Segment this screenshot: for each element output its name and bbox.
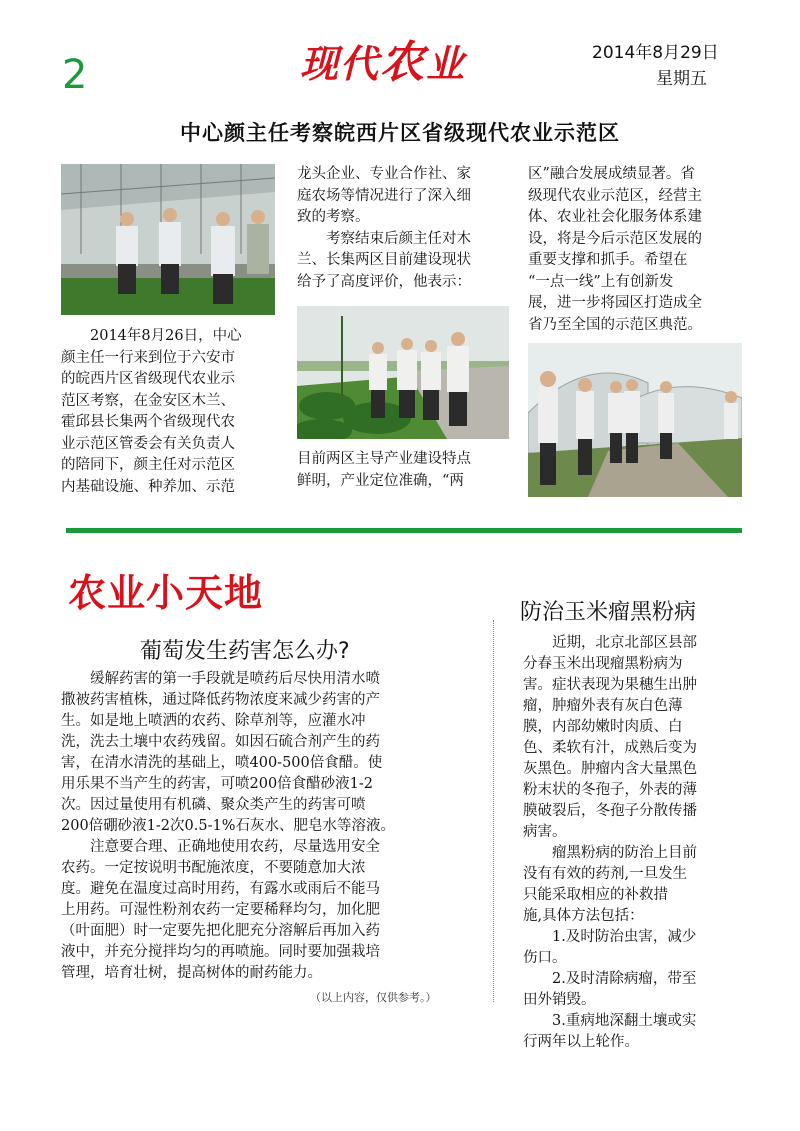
text-line: 害，在清水清洗的基础上，喷400-500倍食醋。使 [61,755,383,771]
photo-greenhouse-path [528,343,742,497]
masthead-part: 农 [380,37,427,88]
article1-column3 [528,164,742,336]
article3-title: 防治玉米瘤黑粉病 [520,600,697,625]
text-line: 施,具体方法包括： [523,908,644,924]
text-line: 目前两区主导产业建设特点 [297,451,471,467]
text-line: 分春玉米出现瘤黑粉病为 [523,656,683,672]
text-line: 瘤黑粉病的防治上目前 [552,845,697,861]
article2-body [61,669,479,984]
text-line: 考察结束后颜主任对木 [326,230,471,247]
text-line: 缓解药害的第一手段就是喷药后尽快用清水喷 [90,671,380,687]
text-line: 省乃至全国的示范区典范。 [528,316,702,333]
text-line: 田外销毁。 [523,992,596,1008]
column-separator [493,620,494,1002]
text-line: 区”融合发展成绩显著。省 [528,166,695,182]
issue-date: 2014年8月29日 [592,43,719,63]
text-line: 用乐果不当产生的药害，可喷200倍食醋砂液1-2 [61,776,374,792]
text-line: “一点一线”上有创新发 [528,273,674,290]
text-line: 膜，内部幼嫩时肉质、白 [523,719,683,735]
text-line: 颜主任一行来到位于六安市 [61,349,235,366]
text-line: 次。因过量使用有机磷、聚众类产生的药害可喷 [61,797,366,813]
text-line: 致的考察。 [297,209,370,225]
text-line: 内基础设施、种养加、示范 [61,478,235,495]
text-line: 注意要合理、正确地使用农药，尽量选用安全 [90,839,380,855]
field-photo-illustration [297,306,509,439]
text-line: 粉末状的冬孢子，外表的薄 [523,782,697,798]
text-line: 体、农业社会化服务体系建 [528,209,702,225]
article1-column2-bottom [297,449,507,492]
text-line: 霍邱县长集两个省级现代农 [61,414,235,430]
text-line: 上用药。可湿性粉剂农药一定要稀释均匀，加化肥 [61,902,380,918]
article2-title: 葡萄发生药害怎么办? [140,639,350,664]
text-line: 200倍硼砂液1-2次0.5-1%石灰水、肥皂水等溶液。 [61,818,395,834]
text-line: 伤口。 [523,950,567,966]
text-line: 色、柔软有汁，成熟后变为 [523,740,697,756]
text-line: 1.及时防治虫害，减少 [552,929,697,945]
masthead [300,26,466,90]
text-line: 展，进一步将园区打造成全 [528,295,702,311]
text-line: 洗，洗去土壤中农药残留。如因石硫合剂产生的药 [61,734,380,750]
section-title: 农业小天地 [68,571,264,615]
text-line: 行两年以上轮作。 [523,1034,639,1050]
page-number: 2 [62,52,88,98]
section-divider [66,528,742,533]
path-photo-illustration [528,343,742,497]
text-line: 害。症状表现为果穗生出肿 [523,677,697,693]
text-line: 设，将是今后示范区发展的 [528,230,702,247]
article3-body [523,633,741,1053]
text-line: 近期，北京北部区县部 [552,635,697,651]
text-line: 业示范区管委会有关负责人 [61,435,235,452]
text-line: 龙头企业、专业合作社、家 [297,166,471,182]
photo-field-inspection [297,306,509,439]
text-line: 生。如是地上喷洒的农药、除草剂等，应灌水冲 [61,713,366,729]
text-line: （叶面肥）时一定要先把化肥充分溶解后再加入药 [61,923,380,939]
text-line: 只能采取相应的补救措 [523,887,668,903]
masthead-part: 现代 [300,42,381,86]
text-line: 度。避免在温度过高时用药，有露水或雨后不能马 [61,881,380,897]
text-line: 瘤，肿瘤外表有灰白色薄 [523,698,683,714]
text-line: 重要支撑和抓手。希望在 [528,252,688,268]
text-line: 灰黑色。肿瘤内含大量黑色 [523,761,697,777]
masthead-part: 业 [426,42,467,86]
text-line: 给予了高度评价，他表示： [297,273,471,290]
text-line: 2014年8月26日，中心 [90,328,242,344]
text-line: 庭农场等情况进行了深入细 [297,187,471,204]
article1-column1 [61,326,275,498]
text-line: 级现代农业示范区，经营主 [528,187,702,204]
article1-column2-top [297,164,507,293]
text-line: 鲜明，产业定位准确，“两 [297,472,464,489]
text-line: 液中，并充分搅拌均匀的再喷施。同时要加强栽培 [61,944,380,960]
disclaimer-note: （以上内容，仅供参考。） [310,991,437,1004]
text-line: 管理，培育壮树，提高树体的耐药能力。 [61,965,322,981]
text-line: 病害。 [523,824,567,840]
text-line: 没有有效的药剂,一旦发生 [523,866,688,882]
text-line: 兰、长集两区目前建设现状 [297,252,471,268]
photo-greenhouse-visit [61,164,275,315]
text-line: 膜破裂后，冬孢子分散传播 [523,803,697,819]
text-line: 3.重病地深翻土壤或实 [552,1013,697,1029]
text-line: 撒被药害植株，通过降低药物浓度来减少药害的产 [61,692,380,708]
issue-weekday: 星期五 [656,69,707,89]
text-line: 的皖西片区省级现代农业示 [61,371,235,387]
greenhouse-photo-illustration [61,164,275,315]
text-line: 2.及时清除病瘤，带至 [552,971,697,987]
text-line: 的陪同下，颜主任对示范区 [61,457,235,473]
text-line: 范区考察，在金安区木兰、 [61,392,235,409]
article1-headline: 中心颜主任考察皖西片区省级现代农业示范区 [180,121,620,145]
text-line: 农药。一定按说明书配施浓度，不要随意加大浓 [61,860,366,876]
